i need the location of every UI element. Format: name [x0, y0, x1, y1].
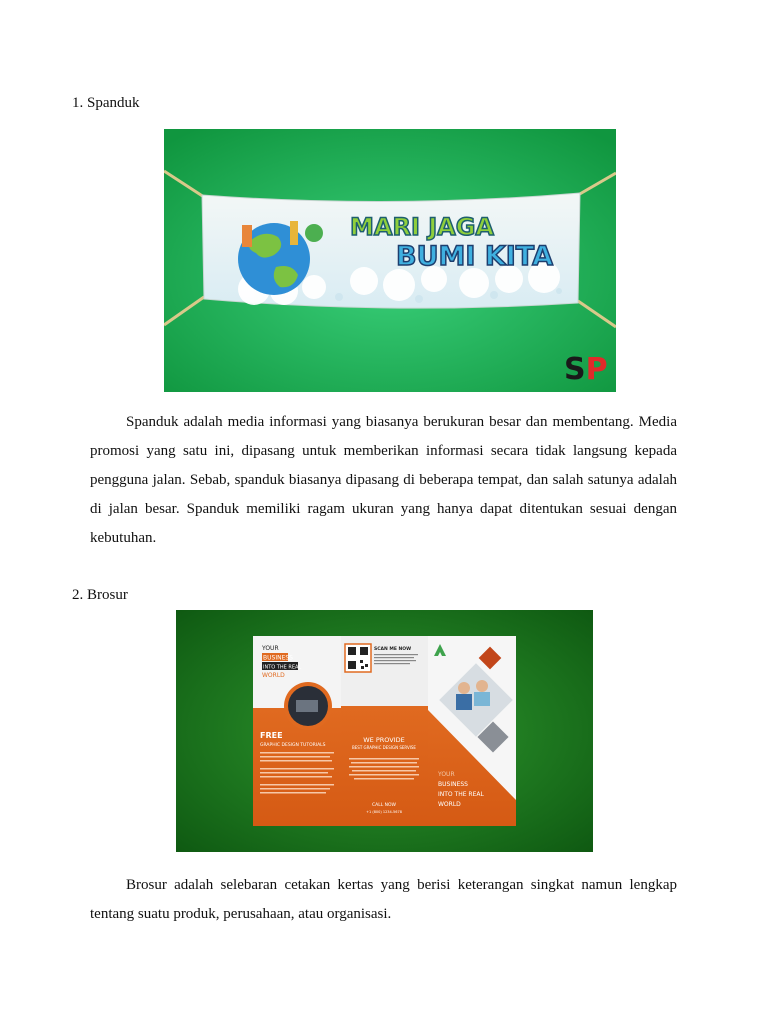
section1-paragraph: Spanduk adalah media informasi yang biasanya berukuran besar dan membentang. Media promosi yang satu ini, dipasang untuk memberikan informasi secara tidak langsung kepada pengguna jalan. Sebab, spanduk biasanya dipasang di beberapa tempat, dan salah satunya adalah di jalan besar. Spanduk memiliki ragam ukuran yang hanya dapat ditentukan sesuai dengan kebutuhan. — [90, 414, 677, 546]
left-business: BUSINESS — [263, 654, 293, 662]
brosur-brochure-image — [176, 610, 593, 852]
banner-title-line1: MARI JAGA — [350, 213, 494, 241]
section1-heading: 1. Spanduk — [72, 95, 140, 111]
middle-service: BEST GRAPHIC DESIGN SERVISE — [352, 745, 416, 750]
section2-paragraph: Brosur adalah selebaran cetakan kertas yang berisi keterangan singkat namun lengkap tentang suatu produk, perusahaan, atau organisasi. — [90, 877, 677, 922]
left-tutorials: GRAPHIC DESIGN TUTORIALS — [260, 743, 326, 748]
right-into: INTO THE REAL — [438, 791, 484, 798]
left-free: FREE — [260, 731, 283, 740]
left-into: INTO THE REAL — [263, 664, 302, 671]
sp-logo: SP — [564, 352, 608, 387]
middle-provide: WE PROVIDE — [363, 736, 405, 744]
section2-heading: 2. Brosur — [72, 587, 128, 603]
banner-title-line2: BUMI KITA — [396, 241, 554, 272]
middle-phone: +1 (800) 1234-5678 — [366, 810, 402, 814]
left-your: YOUR — [262, 645, 279, 652]
middle-scan: SCAN ME NOW — [374, 647, 412, 652]
right-world: WORLD — [438, 801, 461, 808]
right-your: YOUR — [438, 771, 455, 778]
right-business: BUSINESS — [438, 781, 468, 788]
left-world: WORLD — [262, 672, 285, 679]
spanduk-banner-image — [164, 129, 616, 392]
middle-call: CALL NOW — [371, 803, 397, 808]
